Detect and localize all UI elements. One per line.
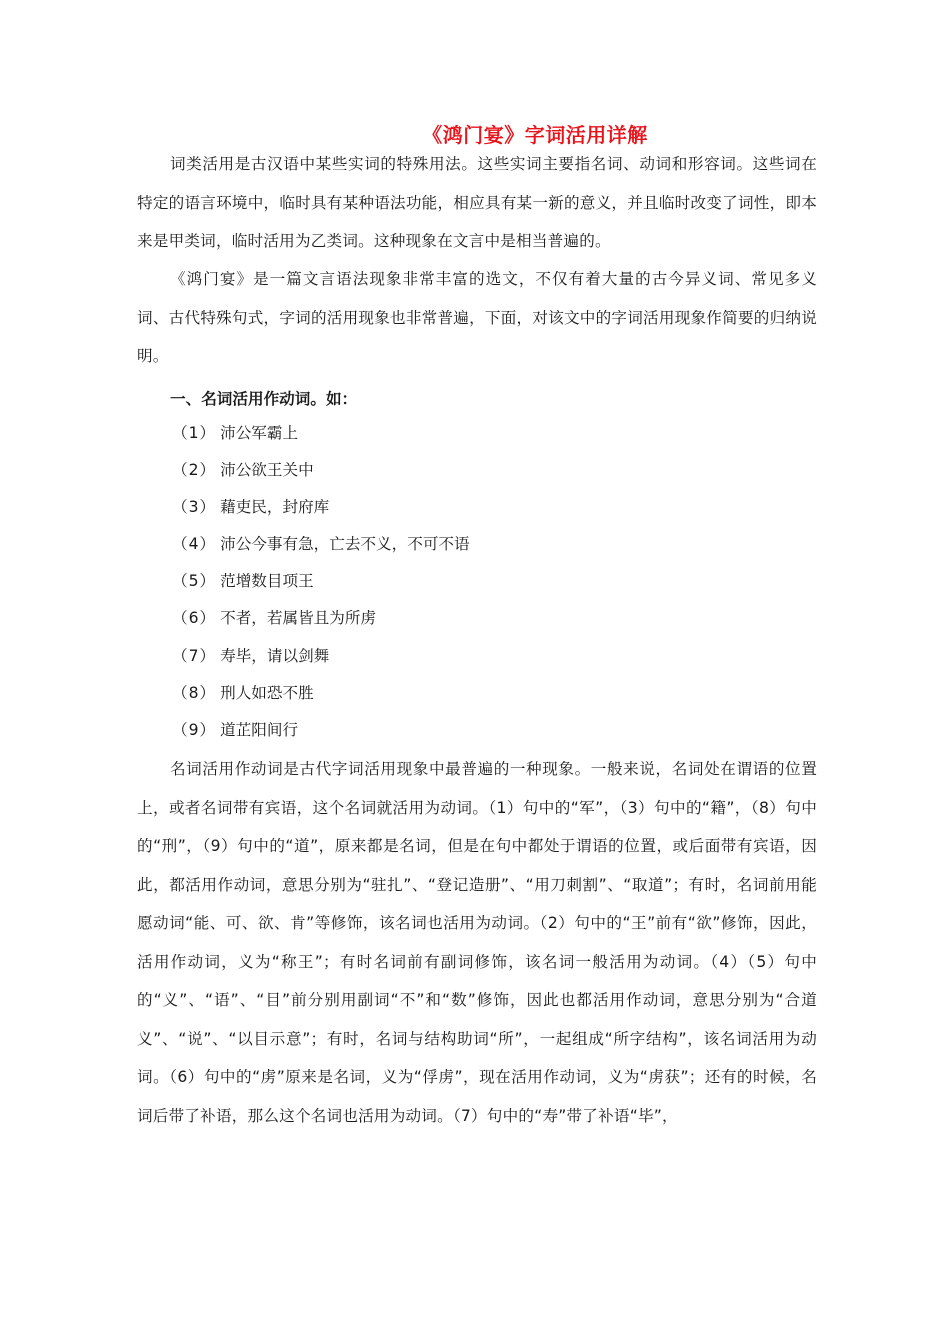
list-item — [172, 641, 470, 678]
example-text: 道芷阳间行 — [220, 720, 299, 739]
example-number: （8） — [172, 683, 217, 702]
example-text: 藉吏民，封府库 — [220, 498, 330, 517]
list-item — [172, 418, 470, 455]
list-item — [172, 455, 470, 492]
example-number: （5） — [172, 572, 217, 591]
example-text: 沛公军霸上 — [220, 424, 299, 442]
example-number: （6） — [172, 609, 217, 628]
list-item — [172, 492, 470, 529]
example-text: 范增数目项王 — [220, 572, 314, 591]
example-number: （2） — [172, 461, 217, 480]
example-number: （4） — [172, 535, 217, 554]
document-title: 《鸿门宴》字词活用详解 — [422, 123, 648, 147]
list-item — [172, 678, 470, 715]
list-item — [172, 566, 470, 603]
example-list — [172, 418, 470, 752]
explanation-paragraph: 名词活用作动词是古代字词活用现象中最普遍的一种现象。一般来说，名词处在谓语的位置上，或者名词带有宾语，这个名词就活用为动词。（1）句中的“军”，（3）句中的“籍”，（8）句中的“刑”，（9）句中的“道”，原来都是名词，但是在句中都处于谓语的位置，或后面带有宾语，因此，都活用作动词，意思分别为“驻扎”、“登记造册”、“用刀刺割”、“取道”；有时，名词前用能愿动词“能、可、欲、肯”等修饰，该名词也活用为动词。（2）句中的“王”前有“欲”修饰，因此，活用作动词，义为“称王”；有时名词前有副词修饰，该名词一般活用为动词。（4）（5）句中的“义”、“语”、“目”前分别用副词“不”和“数”修饰，因此也都活用作动词，意思分别为“合道义”、“说”、“以目示意”；有时，名词与结构助词“所”，一起组成“所字结构”，该名词活用为动词。（6）句中的“虏”原来是名词，义为“俘虏”，现在活用作动词，义为“虏获”；还有的时候，名词后带了补语，那么这个名词也活用为动词。（7）句中的“寿”带了补语“毕”， — [137, 760, 817, 1125]
example-text: 寿毕，请以剑舞 — [220, 646, 330, 665]
intro-paragraph-1: 词类活用是古汉语中某些实词的特殊用法。这些实词主要指名词、动词和形容词。这些词在特定的语言环境中，临时具有某种语法功能，相应具有某一新的意义，并且临时改变了词性，即本来是甲类词，临时活用为乙类词。这种现象在文言中是相当普遍的。 — [137, 155, 817, 250]
list-item — [172, 715, 470, 752]
example-number: （7） — [172, 646, 217, 665]
example-number: （1） — [172, 424, 217, 442]
example-text: 刑人如恐不胜 — [220, 683, 314, 702]
example-number: （9） — [172, 720, 217, 739]
example-text: 沛公今事有急，亡去不义，不可不语 — [220, 535, 470, 554]
intro-paragraph-2: 《鸿门宴》是一篇文言语法现象非常丰富的选文，不仅有着大量的古今异义词、常见多义词、古代特殊句式，字词的活用现象也非常普遍，下面，对该文中的字词活用现象作简要的归纳说明。 — [137, 270, 817, 365]
list-item — [172, 603, 470, 640]
section-heading: 一、名词活用作动词。如： — [170, 390, 358, 408]
list-item — [172, 529, 470, 566]
example-number: （3） — [172, 498, 217, 517]
example-text: 沛公欲王关中 — [220, 461, 314, 480]
example-text: 不者，若属皆且为所虏 — [220, 609, 377, 628]
